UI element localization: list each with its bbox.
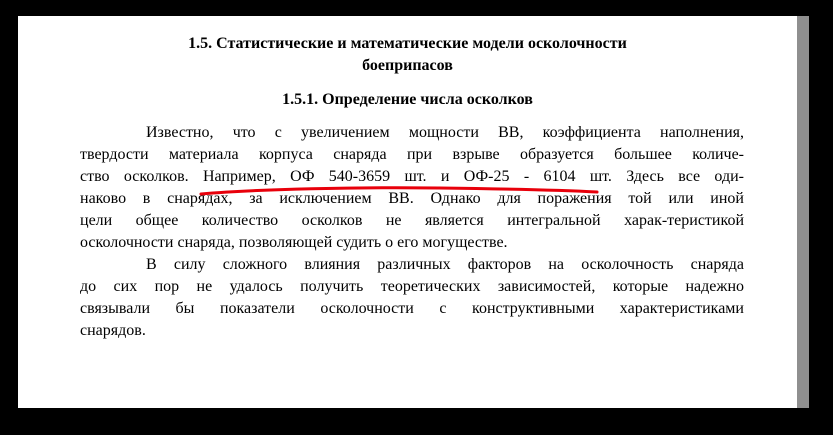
- text-line: Известно, что с увеличением мощности ВВ, коэффициента наполнения,: [146, 124, 744, 141]
- text-line: цели общее количество осколков не является интегральной харак-теристикой: [80, 212, 744, 229]
- red-underline-annotation: [199, 183, 599, 199]
- text-line: осколочности снаряда, позволяющей судить о его могуществе.: [80, 234, 508, 251]
- paragraph: [80, 254, 744, 342]
- text-line: ство осколков. Например, ОФ 540-3659 шт. и ОФ-25 - 6104 шт. Здесь все оди-: [80, 168, 744, 185]
- section-heading-line: 1.5. Статистические и математические модели осколочности: [188, 35, 627, 52]
- text-line: связывали бы показатели осколочности с конструктивными характеристиками: [80, 300, 744, 317]
- section-heading: [18, 34, 797, 78]
- text-line: до сих пор не удалось получить теоретических зависимостей, которые надежно: [80, 278, 744, 295]
- subsection-heading: 1.5.1. Определение числа осколков: [282, 91, 533, 108]
- text-line: наково в снарядах, за исключением ВВ. Однако для поражения той или иной: [80, 190, 744, 207]
- text-line: твердости материала корпуса снаряда при взрыве образуется большее количе-: [80, 146, 744, 163]
- document-page: [18, 16, 797, 408]
- vertical-scrollbar[interactable]: [797, 16, 809, 408]
- section-heading-line: боеприпасов: [362, 57, 453, 74]
- annotation-stroke: [201, 188, 597, 194]
- text-line: В силу сложного влияния различных факторов на осколочность снаряда: [146, 256, 744, 273]
- text-line: снарядов.: [80, 322, 146, 339]
